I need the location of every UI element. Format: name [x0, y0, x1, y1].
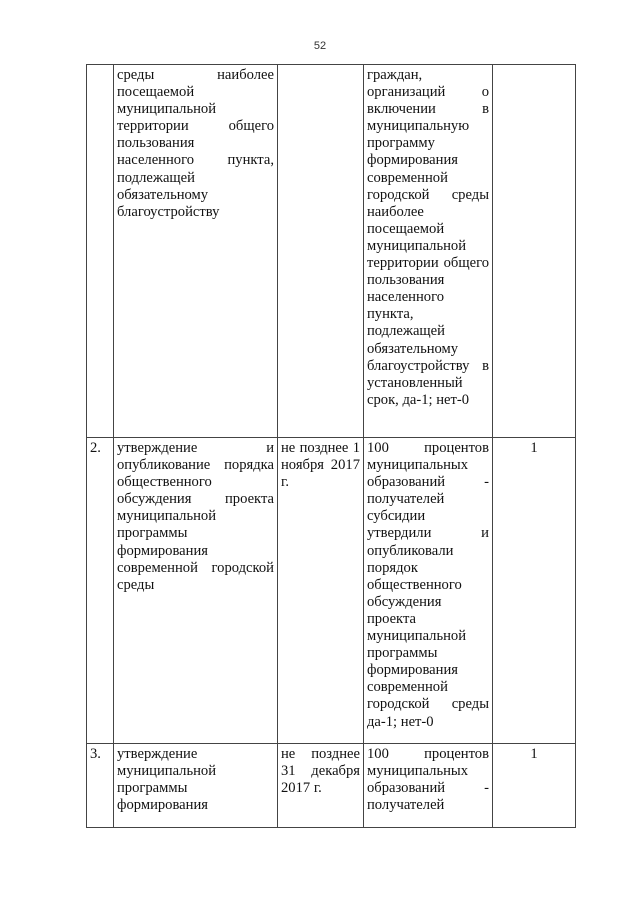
measures-table — [86, 64, 576, 828]
indicator-cell: граждан, организаций о включении в муниципальную программу формирования современной городской среды наиболее посещаемой муниципальной территории общего пользования населенного пункта, подлежащей обязательному благоустройству в установленный срок, да-1; нет-0 — [364, 65, 493, 438]
deadline-cell: не позднее 31 декабря 2017 г. — [278, 744, 364, 828]
deadline-cell: не позднее 1 ноября 2017 г. — [278, 438, 364, 744]
page-number: 52 — [313, 40, 327, 52]
table-row — [87, 65, 576, 438]
value-cell: 1 — [493, 438, 576, 744]
indicator-cell: 100 процентов муниципальных образований - получателей субсидии утвердили и опубликовали порядок общественного обсуждения проекта муниципальной программы формирования современной городской среды да-1; нет-0 — [364, 438, 493, 744]
row-number-cell: 3. — [87, 744, 114, 828]
table-row — [87, 438, 576, 744]
value-cell — [493, 65, 576, 438]
measure-cell: утверждение муниципальной программы формирования — [114, 744, 278, 828]
measure-cell: среды наиболее посещаемой муниципальной территории общего пользования населенного пункта, подлежащей обязательному благоустройству — [114, 65, 278, 438]
deadline-cell — [278, 65, 364, 438]
value-cell: 1 — [493, 744, 576, 828]
row-number-cell — [87, 65, 114, 438]
row-number-cell: 2. — [87, 438, 114, 744]
table-row — [87, 744, 576, 828]
indicator-cell: 100 процентов муниципальных образований - получателей — [364, 744, 493, 828]
measure-cell: утверждение и опубликование порядка общественного обсуждения проекта муниципальной программы формирования современной городской среды — [114, 438, 278, 744]
